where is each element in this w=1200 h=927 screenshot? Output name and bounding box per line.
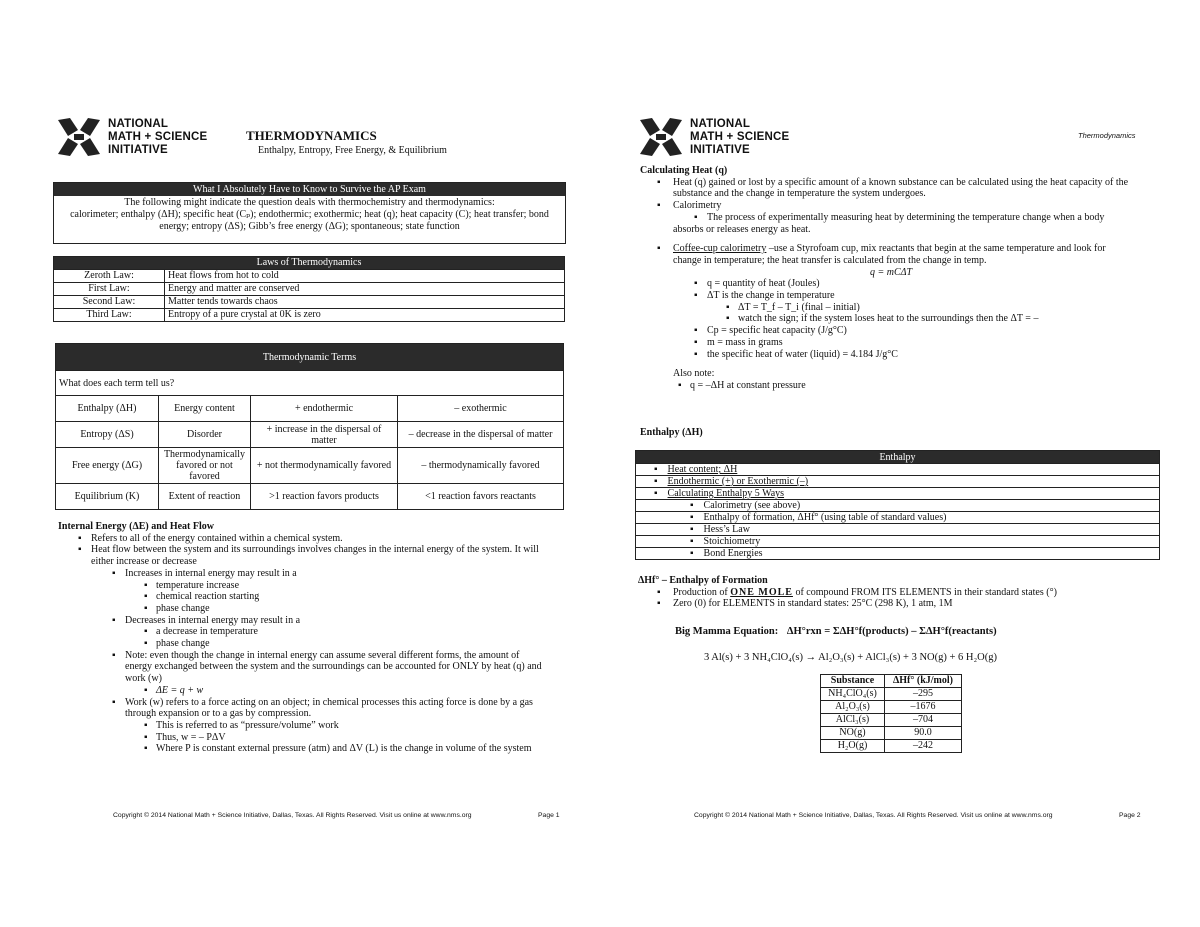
enthalpy-item: Hess’s Law — [703, 524, 750, 535]
laws-table — [53, 256, 565, 322]
nmsi-logo-icon — [638, 116, 684, 158]
list-item: energy exchanged between the system and the surroundings can be accounted for ONLY by heat (q) and — [125, 661, 542, 673]
list-item: –use a Styrofoam cup, mix reactants that begin at the same temperature and look for — [766, 243, 1106, 255]
running-header: Thermodynamics — [1078, 131, 1136, 140]
terms-table — [55, 343, 564, 510]
substance-cell: NH₄ClO₄(s) — [821, 688, 885, 701]
list-item: This is referred to as “pressure/volume” work — [156, 719, 339, 731]
know-line-2: calorimeter; enthalpy (ΔH); specific heat (Cₚ); endothermic; exothermic; heat (q); heat capacity (C); heat transfer; bond — [70, 209, 549, 220]
list-item: phase change — [156, 602, 210, 614]
footer-page-number: Page 1 — [538, 812, 560, 819]
reaction-equation: 3 Al(s) + 3 NH₄ClO₄(s) → Al₂O₃(s) + AlCl₃(s) + 3 NO(g) + 6 H₂O(g) — [704, 652, 997, 663]
logo-line-2: MATH + SCIENCE — [690, 130, 790, 143]
formation-text-b: ONE MOLE — [730, 586, 793, 598]
know-box — [53, 182, 566, 244]
table-header: ΔHf° (kJ/mol) — [884, 675, 961, 688]
logo-line-2: MATH + SCIENCE — [108, 130, 208, 143]
big-mamma-equation — [675, 626, 997, 638]
list-item: Note: even though the change in internal energy can assume several different forms, the amount of — [125, 649, 520, 661]
list-item: the specific heat of water (liquid) = 4.184 J/g°C — [707, 348, 898, 360]
list-item: through expansion or to a gas by compression. — [125, 708, 312, 720]
table-row — [56, 396, 564, 422]
formation-text-a: Production of — [673, 586, 731, 598]
term-name: Equilibrium (K) — [56, 484, 159, 510]
list-item: Cp = specific heat capacity (J/g°C) — [707, 325, 847, 337]
nmsi-logo — [56, 116, 207, 158]
list-item: watch the sign; if the system loses heat to the surroundings then the ΔT = – — [738, 313, 1039, 325]
table-row — [56, 422, 564, 448]
list-item: q = quantity of heat (Joules) — [707, 278, 820, 290]
value-cell: –1676 — [884, 701, 961, 714]
list-item: Decreases in internal energy may result in a — [125, 614, 301, 626]
table-row — [821, 740, 962, 753]
list-item: ΔT = T_f – T_i (final – initial) — [738, 301, 860, 313]
formation-section: ΔHf° – Enthalpy of Formation ▪ Production of ONE MOLE of compound FROM ITS ELEMENTS in their standard states (°) ▪ Zero (0) for ELEMENTS in standard states: 25°C (298 K), 1 atm, 1M — [638, 575, 1158, 610]
law-text: Matter tends towards chaos — [165, 296, 565, 309]
enthalpy-header: Enthalpy — [636, 451, 1160, 464]
list-item: Zero (0) for ELEMENTS in standard states: 25°C (298 K), 1 atm, 1M — [673, 598, 953, 610]
term-negative: – decrease in the dispersal of matter — [398, 422, 564, 448]
table-row: ▪ Endothermic (+) or Exothermic (–) — [636, 476, 1160, 488]
list-item: m = mass in grams — [707, 336, 783, 348]
list-item: Where P is constant external pressure (atm) and ΔV (L) is the change in volume of the system — [156, 743, 532, 755]
value-cell: 90.0 — [884, 727, 961, 740]
table-row: ▪ Enthalpy of formation, ΔHf° (using table of standard values) — [636, 512, 1160, 524]
know-line-1: The following might indicate the question deals with thermochemistry and thermodynamics: — [124, 197, 495, 208]
term-negative: – exothermic — [398, 396, 564, 422]
table-row: ▪ Calorimetry (see above) — [636, 500, 1160, 512]
enthalpy-item: Calculating Enthalpy 5 Ways — [667, 488, 785, 499]
term-meaning: Disorder — [159, 422, 251, 448]
table-row — [56, 484, 564, 510]
list-item: work (w) — [125, 673, 162, 685]
table-row — [54, 296, 565, 309]
value-cell: –242 — [884, 740, 961, 753]
term-name: Free energy (ΔG) — [56, 448, 159, 484]
table-row: ▪ Stoichiometry — [636, 536, 1160, 548]
table-row — [821, 727, 962, 740]
nmsi-logo-icon — [56, 116, 102, 158]
list-item: The process of experimentally measuring heat by determining the temperature change when a body — [707, 211, 1105, 223]
law-text: Entropy of a pure crystal at 0K is zero — [165, 309, 565, 322]
footer-copyright: Copyright © 2014 National Math + Science Initiative, Dallas, Texas. All Rights Reserved. Visit us online at www.nms.org — [113, 812, 472, 819]
term-positive: + increase in the dispersal of matter — [251, 422, 398, 448]
internal-energy-section: Internal Energy (ΔE) and Heat Flow ▪ Refers to all of the energy contained within a chemical system. ▪ Heat flow between the system and its surroundings involves changes in the internal energy of the system. It will either increase or decrease ▪ Increases in internal energy may result in a ▪ temperature increase ▪ chemical reaction starting ▪ phase change ▪ Decreases in internal energy may result in a ▪ a decrease in temperature ▪ phase change ▪ Note: even though the change in internal energy can assume several different forms, the amount of energy exchanged between the system and the surroundings can be accounted for ONLY by heat (q) and work (w) ▪ ΔE = q + w ▪ Work (w) refers to a force acting on an object; in chemical processes this acting force is done by a gas through expansion or to a gas by compression. ▪ This is referred to as “pressure/volume” work ▪ Thus, w = – PΔV ▪ Where P is constant external pressure (atm) and ΔV (L) is the change in volume of the system — [58, 521, 558, 755]
term-negative: – thermodynamically favored — [398, 448, 564, 484]
list-item: change in temperature; the heat transfer is calculated from the change in temp. — [673, 254, 987, 266]
table-row — [54, 270, 565, 283]
list-item: Also note: — [673, 368, 715, 380]
table-row: ▪ Hess’s Law — [636, 524, 1160, 536]
list-item: chemical reaction starting — [156, 591, 260, 603]
enthalpy-table — [635, 450, 1160, 560]
list-item: a decrease in temperature — [156, 626, 258, 638]
term-positive: >1 reaction favors products — [251, 484, 398, 510]
know-header: What I Absolutely Have to Know to Survive the AP Exam — [54, 183, 565, 196]
page-subtitle: Enthalpy, Entropy, Free Energy, & Equilibrium — [258, 145, 447, 156]
table-row: ▪ Calculating Enthalpy 5 Ways — [636, 488, 1160, 500]
logo-line-3: INITIATIVE — [108, 143, 168, 156]
table-row: ▪ Bond Energies — [636, 548, 1160, 560]
list-item: Heat flow between the system and its surroundings involves changes in the internal energy of the system. It will — [91, 544, 539, 556]
big-mamma-formula: ΔH°rxn = ΣΔH°f(products) – ΣΔH°f(reactants) — [786, 626, 997, 637]
list-item: Work (w) refers to a force acting on an object; in chemical processes this acting force is done by a gas — [125, 696, 533, 708]
page-title: THERMODYNAMICS — [246, 128, 377, 143]
term-positive: + not thermodynamically favored — [251, 448, 398, 484]
list-item: either increase or decrease — [91, 556, 197, 568]
page-2 — [600, 0, 1200, 927]
enthalpy-item: Stoichiometry — [703, 536, 761, 547]
substance-cell: AlCl₃(s) — [821, 714, 885, 727]
section-heading: Calculating Heat (q) — [640, 165, 728, 176]
law-name: Second Law: — [54, 296, 165, 309]
law-name: Third Law: — [54, 309, 165, 322]
section-heading: ΔHf° – Enthalpy of Formation — [638, 575, 768, 586]
list-item: substance and the change in temperature the system undergoes. — [673, 188, 926, 200]
terms-question: What does each term tell us? — [56, 371, 564, 396]
enthalpy-item: Enthalpy of formation, ΔHf° (using table of standard values) — [703, 512, 947, 523]
terms-header: Thermodynamic Terms — [56, 344, 564, 371]
equation: q = mCΔT — [870, 266, 913, 278]
value-cell: –704 — [884, 714, 961, 727]
list-item: Thus, w = – PΔV — [156, 731, 226, 743]
list-item: Increases in internal energy may result in a — [125, 567, 297, 579]
know-line-3: energy; entropy (ΔS); Gibb’s free energy (ΔG); spontaneous; state function — [159, 221, 460, 232]
big-mamma-label: Big Mamma Equation: — [675, 626, 779, 637]
term-meaning: Extent of reaction — [159, 484, 251, 510]
value-cell: –295 — [884, 688, 961, 701]
table-row — [54, 309, 565, 322]
nmsi-logo — [638, 116, 789, 158]
term-name: Enthalpy (ΔH) — [56, 396, 159, 422]
table-header: Substance — [821, 675, 885, 688]
table-row — [821, 714, 962, 727]
enthalpy-item: Calorimetry (see above) — [703, 500, 801, 511]
list-item: absorbs or releases energy as heat. — [673, 223, 811, 235]
term-meaning: Thermodynamically favored or not favored — [159, 448, 251, 484]
law-name: First Law: — [54, 283, 165, 296]
table-row — [821, 701, 962, 714]
law-text: Heat flows from hot to cold — [165, 270, 565, 283]
list-item: ΔE = q + w — [156, 684, 204, 696]
logo-line-3: INITIATIVE — [690, 143, 750, 156]
formation-table — [820, 674, 962, 753]
list-item: ΔT is the change in temperature — [707, 290, 835, 302]
table-row: ▪ Heat content; ΔH — [636, 464, 1160, 476]
substance-cell: NO(g) — [821, 727, 885, 740]
substance-cell: Al₂O₃(s) — [821, 701, 885, 714]
footer-page-number: Page 2 — [1119, 812, 1141, 819]
logo-line-1: NATIONAL — [108, 117, 169, 130]
table-row — [56, 448, 564, 484]
list-item: Refers to all of the energy contained within a chemical system. — [91, 532, 343, 544]
list-item: phase change — [156, 638, 210, 650]
term-positive: + endothermic — [251, 396, 398, 422]
footer-copyright: Copyright © 2014 National Math + Science Initiative, Dallas, Texas. All Rights Reserved. Visit us online at www.nms.org — [694, 812, 1053, 819]
term-name: Entropy (ΔS) — [56, 422, 159, 448]
formation-text-c: of compound FROM ITS ELEMENTS in their standard states (°) — [792, 586, 1057, 598]
list-item: Calorimetry — [673, 200, 722, 212]
list-item: Heat (q) gained or lost by a specific amount of a known substance can be calculated using the heat capacity of the — [673, 176, 1129, 188]
calculating-heat-section: Calculating Heat (q) ▪ Heat (q) gained or lost by a specific amount of a known substance can be calculated using the heat capacity of the substance and the change in temperature the system undergoes. ▪ Calorimetry ▪ The process of experimentally measuring heat by determining the temperature change when a body absorbs or releases energy as heat. ▪ Coffee-cup calorimetry –use a Styrofoam cup, mix reactants that begin at the same temperature and look for change in temperature; the heat transfer is calculated from the change in temp. q = mCΔT ▪ q = quantity of heat (Joules) ▪ ΔT is the change in temperature ▪ ΔT = T_f – T_i (final – initial) ▪ watch the sign; if the system loses heat to the surroundings then the ΔT = – ▪ Cp = specific heat capacity (J/g°C) ▪ m = mass in grams ▪ the specific heat of water (liquid) = 4.184 J/g°C Also note: ▪ q = –ΔH at constant pressure — [640, 165, 1160, 392]
term-negative: <1 reaction favors reactants — [398, 484, 564, 510]
list-item: Coffee-cup calorimetry — [673, 243, 767, 255]
law-name: Zeroth Law: — [54, 270, 165, 283]
list-item: temperature increase — [156, 579, 240, 591]
table-row — [821, 688, 962, 701]
enthalpy-item: Bond Energies — [703, 548, 763, 559]
section-heading: Internal Energy (ΔE) and Heat Flow — [58, 521, 214, 532]
enthalpy-item: Heat content; ΔH — [667, 464, 738, 475]
list-item: q = –ΔH at constant pressure — [690, 379, 806, 391]
laws-header: Laws of Thermodynamics — [54, 257, 565, 270]
table-row — [54, 283, 565, 296]
enthalpy-item: Endothermic (+) or Exothermic (–) — [667, 476, 809, 487]
enthalpy-heading: Enthalpy (ΔH) — [640, 427, 703, 438]
substance-cell: H₂O(g) — [821, 740, 885, 753]
law-text: Energy and matter are conserved — [165, 283, 565, 296]
logo-line-1: NATIONAL — [690, 117, 751, 130]
term-meaning: Energy content — [159, 396, 251, 422]
